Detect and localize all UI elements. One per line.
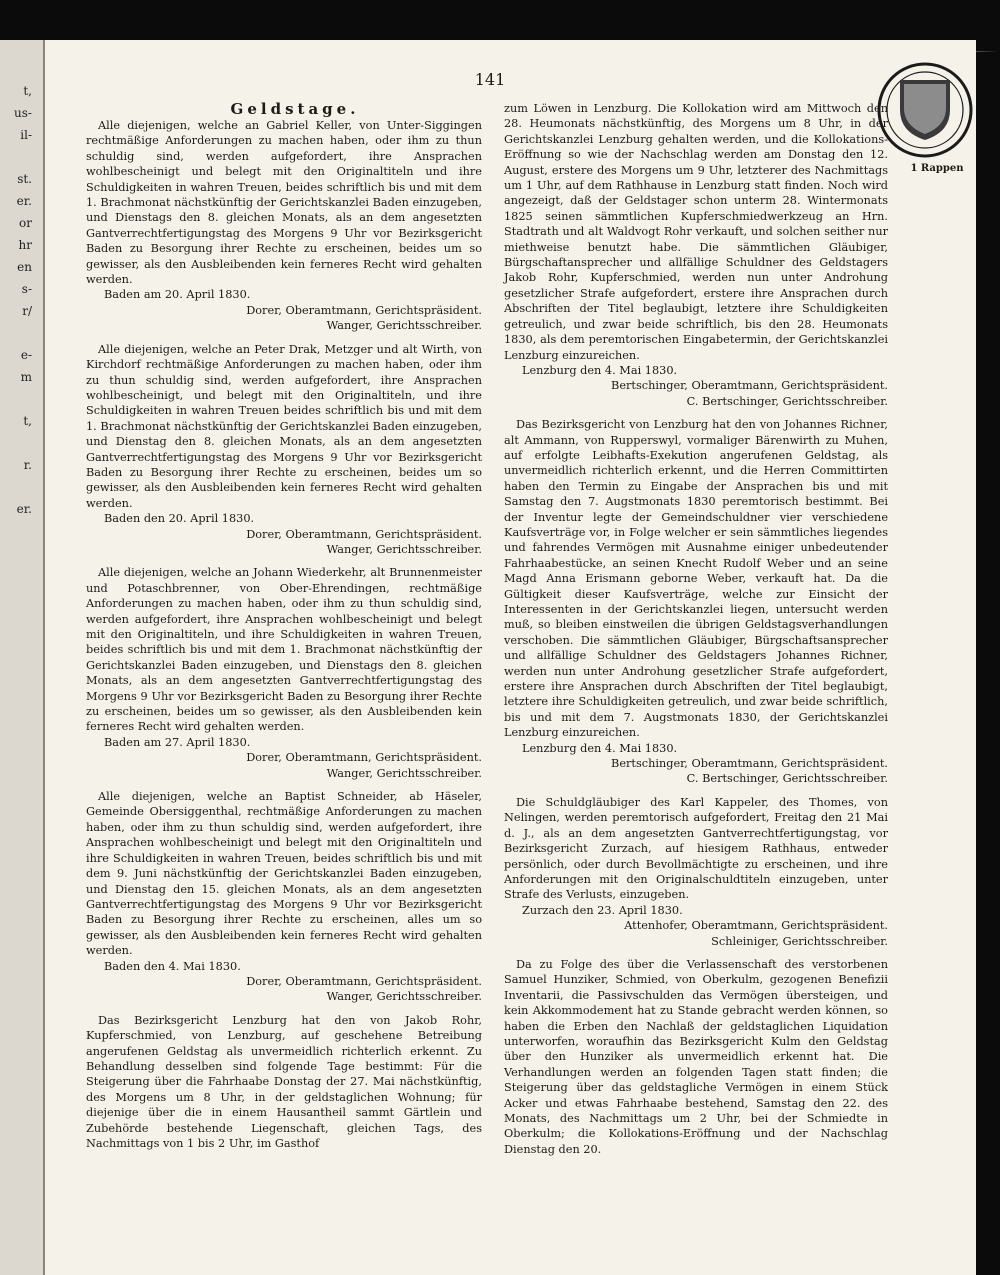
notice-schneider — [86, 789, 482, 1005]
page-number: 141 — [474, 70, 506, 89]
notice-signature-president: Dorer, Oberamtmann, Gerichtspräsident. — [246, 751, 482, 765]
notice-signature-president: Bertschinger, Oberamtmann, Gerichtspräsident. — [611, 379, 888, 393]
notice-place-date: Lenzburg den 4. Mai 1830. — [522, 363, 678, 377]
notice-body: Alle diejenigen, welche an Baptist Schneider, ab Häseler, Gemeinde Obersiggenthal, rechtmäßige Anforderungen zu machen haben, oder ihm zu thun schuldig sind, werden aufgefordert, ihre Ansprachen wohlbescheinigt und belegt mit den Originaltiteln und ihre Schuldigkeiten in wahren Treuen, beides schriftlich bis und mit dem 9. Juni nächstkünftig der Gerichtskanzlei Baden einzugeben, und Dienstag den 15. gleichen Monats, als an dem angesetzten Gantverrechtfertigungstag des Morgens 9 Uhr vor Bezirksgericht Baden zu Besorgung ihrer Rechte zu erscheinen, alles um so gewisser, als den Ausbleibenden kein ferneres Recht wird gehalten werden. — [86, 790, 482, 958]
notice-signature-clerk: Schleiniger, Gerichtsschreiber. — [711, 934, 888, 948]
left-column — [86, 118, 482, 1159]
notice-signature-clerk: Wanger, Gerichtsschreiber. — [326, 319, 482, 333]
notice-rohr-continued — [504, 101, 888, 409]
notice-body: Das Bezirksgericht von Lenzburg hat den von Johannes Richner, alt Ammann, von Rupperswyl, vormaliger Bärenwirth zu Muhen, auf erfolgte Leibhafts-Exekution angerufenen Geldstag, als unvermeidlich richterlich erkennt, und die Herren Committirten haben den Termin zu Eingabe der Ansprachen bis und mit Samstag den 7. Augstmonats 1830 peremtorisch bestimmt. Bei der Inventur legte der Gemeindschuldner vier verschiedene Kaufsverträge vor, in Folge welcher er sein sämmtliches liegendes und fahrendes Vermögen mit Ausnahme einiger unbedeutender Fahrhaabestücke, an seinen Knecht Rudolf Weber und an seine Magd Anna Erismann geborne Weber, verkauft hat. Da die Gültigkeit dieser Kaufsverträge, welche zur Einsicht der Interessenten in der Gerichtskanzlei liegen, untersucht werden muß, so bleiben einstweilen die übrigen Geldstagsverhandlungen verschoben. Die sämmtlichen Gläubiger, Bürgschaftsansprecher und allfällige Schuldner des Geldstagers Johannes Richner, werden nun unter Androhung gesetzlicher Strafe aufgefordert, erstere ihre Ansprachen durch Abschriften der Titel beglaubigt, letztere ihre Schuldigkeiten getreulich, und zwar beide schriftlich, bis und mit dem 7. Augstmonats 1830, der Gerichtskanzlei Lenzburg einzureichen. — [504, 418, 888, 740]
notice-signature-clerk: Wanger, Gerichtsschreiber. — [326, 542, 482, 556]
notice-body: Alle diejenigen, welche an Johann Wiederkehr, alt Brunnenmeister und Potaschbrenner, von Ober-Ehrendingen, rechtmäßige Anforderungen zu machen haben, oder ihm zu thun schuldig sind, werden aufgefordert, ihre Ansprachen wohlbescheinigt und belegt mit den Originaltiteln, und ihre Schuldigkeiten in wahren Treuen, beides schriftlich bis und mit dem 1. Brachmonat nächstkünftig der Gerichtskanzlei Baden einzugeben, und Dienstags den 8. gleichen Monats, als an dem angesetzten Gantverrechtfertigungstag des Morgens 9 Uhr vor Bezirksgericht Baden zu Besorgung ihrer Rechte zu erscheinen, beides um so gewisser, als den Ausbleibenden kein ferneres Recht wird gehalten werden. — [86, 566, 482, 734]
notice-place-date: Baden den 4. Mai 1830. — [104, 959, 241, 973]
notice-body: zum Löwen in Lenzburg. Die Kollokation wird am Mittwoch den 28. Heumonats nächstkünftig, des Morgens um 8 Uhr, in der Gerichtskanzlei Lenzburg gehalten werden, und die Kollokations-Eröffnung so wie der Nachschlag werden am Donstag den 12. August, erstere des Morgens um 9 Uhr, letzterer des Nachmittags um 1 Uhr, auf dem Rathhause in Lenzburg statt finden. Noch wird angezeigt, daß der Geldstager schon unterm 28. Wintermonats 1825 seinen sämmtlichen Kupferschmiedwerkzeug an Hrn. Stadtrath und alt Waldvogt Rohr verkauft, und solchen seither nur miethweise benutzt habe. Die sämmtlichen Gläubiger, Bürgschaftansprecher und allfällige Schuldner des Geldstagers Jakob Rohr, Kupferschmied, werden nun unter Androhung gesetzlicher Strafe aufgefordert, erstere ihre Ansprachen durch Abschriften der Titel beglaubigt, letztere ihre Schuldigkeiten getreulich, und zwar beide schriftlich, bis den 28. Heumonats 1830, als dem peremtorischen Eingabetermin, der Gerichtskanzlei Lenzburg einzureichen. — [504, 102, 888, 362]
notice-body: Das Bezirksgericht Lenzburg hat den von Jakob Rohr, Kupferschmied, von Lenzburg, auf geschehene Betreibung angerufenen Geldstag als unvermeidlich richterlich erkennt. Zu Behandlung desselben sind folgende Tage bestimmt: Für die Steigerung über die Fahrhaabe Donstag der 27. Mai nächstkünftig, des Morgens um 8 Uhr, in der geldstaglichen Wohnung; für diejenige über die in einem Hausantheil sammt Gärtlein und Zubehörde bestehende Liegenschaft, gleichen Tags, des Nachmittags von 1 bis 2 Uhr, im Gasthof — [86, 1013, 482, 1150]
stamp-label: 1 Rappen — [910, 163, 964, 174]
notice-signature-clerk: Wanger, Gerichtsschreiber. — [326, 766, 482, 780]
right-column — [504, 101, 888, 1165]
notice-body: Die Schuldgläubiger des Karl Kappeler, des Thomes, von Nelingen, werden peremtorisch aufgefordert, Freitag den 21 Mai d. J., als an dem angesetzten Gantverrechtfertigungstag, vor Bezirksgericht Zurzach, auf hiesigem Rathhaus, entweder persönlich, oder durch Bevollmächtigte zu erscheinen, und ihre Anforderungen mit den Originalschuldtiteln einzugeben, unter Strafe des Verlusts, einzugeben. — [504, 795, 888, 902]
notice-richner — [504, 417, 888, 787]
notice-signature-clerk: C. Bertschinger, Gerichtsschreiber. — [686, 772, 888, 786]
notice-signature-clerk: C. Bertschinger, Gerichtsschreiber. — [686, 394, 888, 408]
notice-place-date: Lenzburg den 4. Mai 1830. — [522, 741, 678, 755]
notice-place-date: Zurzach den 23. April 1830. — [522, 903, 683, 917]
notice-signature-president: Bertschinger, Oberamtmann, Gerichtspräsident. — [611, 757, 888, 771]
notice-place-date: Baden am 20. April 1830. — [104, 288, 251, 302]
section-title: Geldstage. — [230, 100, 360, 118]
notice-signature-president: Dorer, Oberamtmann, Gerichtspräsident. — [246, 303, 482, 317]
notice-body: Alle diejenigen, welche an Peter Drak, Metzger und alt Wirth, von Kirchdorf rechtmäßige Anforderungen zu machen haben, oder ihm zu thun schuldig sind, werden aufgefordert, ihre Ansprachen wohlbescheinigt, und belegt mit den Originaltiteln, und ihre Schuldigkeiten in wahren Treuen beides schriftlich bis und mit dem 1. Brachmonat nächstkünftig der Gerichtskanzlei Baden einzugeben, und Dienstag den 8. gleichen Monats, als an dem angesetzten Gantverrechtfertigungstag des Morgens 9 Uhr vor Bezirksgericht Baden zu Besorgung ihrer Rechte zu erscheinen, beides um so gewisser, als den Ausbleibenden kein ferneres Recht wird gehalten werden. — [86, 342, 482, 510]
notice-body: Alle diejenigen, welche an Gabriel Keller, von Unter-Siggingen rechtmäßige Anforderungen zu machen haben, oder ihm zu thun schuldig sind, werden aufgefordert, ihre Ansprachen wohlbescheinigt und belegt mit den Originaltiteln und ihre Schuldigkeiten in wahren Treuen, beides schriftlich bis und mit dem 1. Brachmonat nächstkünftig der Gerichtskanzlei Baden einzugeben, und Dienstags den 8. gleichen Monats, als an dem angesetzten Gantverrechtfertigungstag des Morgens 9 Uhr vor Bezirksgericht Baden zu Besorgung ihrer Rechte zu erscheinen, beides um so gewisser, als den Ausbleibenden kein ferneres Recht wird gehalten werden. — [86, 119, 482, 287]
notice-signature-president: Dorer, Oberamtmann, Gerichtspräsident. — [246, 527, 482, 541]
adjacent-page-edge: t, us- il- st. er. or hr en s- r/ e- m t, r. er. — [14, 84, 32, 516]
notice-signature-president: Dorer, Oberamtmann, Gerichtspräsident. — [246, 974, 482, 988]
notice-body: Da zu Folge des über die Verlassenschaft des verstorbenen Samuel Hunziker, Schmied, von Oberkulm, gezogenen Benefizii Inventarii, die Passivschulden das Vermögen übersteigen, und kein Akkommodement hat zu Stande gebracht werden können, so haben die Erben den Nachlaß der geldstaglichen Liquidation unterworfen, woraufhin das Bezirksgericht Kulm den Geldstag über den Hunziker als unvermeidlich erkennt hat. Die Verhandlungen werden an folgenden Tagen statt finden; die Steigerung über das geldstagliche Vermögen in einem Stück Acker und etwas Fahrhaabe bestehend, Samstag den 22. des Monats, des Nachmittags um 2 Uhr, bei der Schmiedte in Oberkulm; die Kollokations-Eröffnung und der Nachschlag Dienstag den 20. — [504, 957, 888, 1156]
notice-kappeler — [504, 795, 888, 949]
notice-drak — [86, 342, 482, 558]
notice-place-date: Baden den 20. April 1830. — [104, 512, 255, 526]
notice-signature-president: Attenhofer, Oberamtmann, Gerichtspräsident. — [624, 919, 888, 933]
notice-signature-clerk: Wanger, Gerichtsschreiber. — [326, 990, 482, 1004]
notice-wiederkehr — [86, 565, 482, 781]
notice-rohr — [86, 1013, 482, 1152]
notice-place-date: Baden am 27. April 1830. — [104, 735, 251, 749]
notice-hunziker — [504, 957, 888, 1157]
notice-keller — [86, 118, 482, 334]
